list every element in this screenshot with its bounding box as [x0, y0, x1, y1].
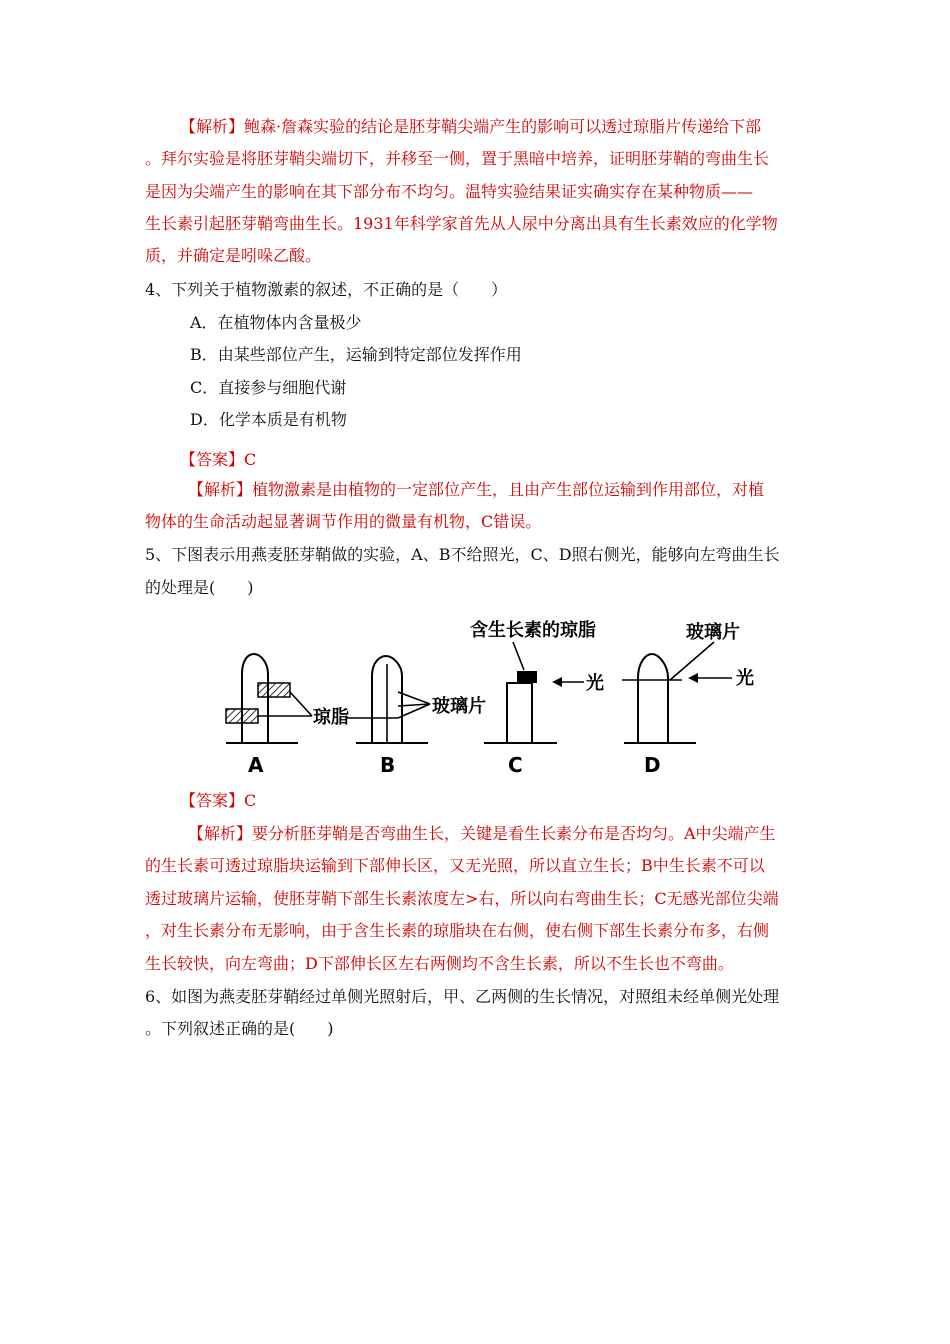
- label-light-d: 光: [736, 668, 754, 689]
- agar-block-with-auxin: [517, 671, 537, 683]
- coleoptile-c: [484, 642, 584, 743]
- q4-option-c: C．直接参与细胞代谢: [190, 378, 347, 397]
- q5-answer: 【答案】C: [180, 791, 257, 810]
- letter-a: A: [248, 753, 264, 777]
- q4-option-b: B．由某些部位产生，运输到特定部位发挥作用: [190, 345, 522, 364]
- coleoptile-experiment-diagram: [212, 612, 772, 787]
- q3-analysis-line-1: 【解析】鲍森·詹森实验的结论是胚芽鞘尖端产生的影响可以透过琼脂片传递给下部: [180, 117, 762, 136]
- coleoptile-a: [226, 654, 312, 743]
- q3-analysis-line-4: 生长素引起胚芽鞘弯曲生长。1931年科学家首先从人尿中分离出具有生长素效应的化学物: [145, 214, 778, 233]
- q5-analysis-line-4: ，对生长素分布无影响，由于含生长素的琼脂块在右侧，使右侧下部生长素分布多，右侧: [145, 921, 770, 940]
- q6-stem-line-1: 6、如图为燕麦胚芽鞘经过单侧光照射后，甲、乙两侧的生长情况，对照组未经单侧光处理: [145, 987, 780, 1006]
- q5-analysis-line-5: 生长较快，向左弯曲；D下部伸长区左右两侧均不含生长素，所以不生长也不弯曲。: [145, 954, 734, 973]
- letter-d: D: [644, 753, 661, 777]
- coleoptile-d: [622, 642, 732, 743]
- q3-analysis-line-2: 。拜尔实验是将胚芽鞘尖端切下，并移至一侧，置于黑暗中培养，证明胚芽鞘的弯曲生长: [145, 149, 770, 168]
- q6-stem-line-2: 。下列叙述正确的是( ): [145, 1019, 334, 1038]
- q4-answer: 【答案】C: [180, 450, 257, 469]
- coleoptile-b: [346, 656, 430, 743]
- letter-b: B: [380, 753, 396, 777]
- label-glass-b: 玻璃片: [432, 696, 486, 717]
- q5-analysis-line-3: 透过玻璃片运输，使胚芽鞘下部生长素浓度左>右，所以向右弯曲生长；C无感光部位尖端: [145, 889, 779, 908]
- q4-analysis-line-1: 【解析】植物激素是由植物的一定部位产生，且由产生部位运输到作用部位，对植: [188, 480, 765, 499]
- letter-c: C: [508, 753, 523, 777]
- q5-stem-line-2: 的处理是( ): [145, 578, 254, 597]
- label-agar-with-auxin: 含生长素的琼脂: [470, 620, 596, 641]
- q5-analysis-line-2: 的生长素可透过琼脂块运输到下部伸长区，又无光照，所以直立生长；B中生长素不可以: [145, 856, 765, 875]
- q5-stem-line-1: 5、下图表示用燕麦胚芽鞘做的实验，A、B不给照光，C、D照右侧光，能够向左弯曲生长: [145, 545, 780, 564]
- q5-analysis-line-1: 【解析】要分析胚芽鞘是否弯曲生长，关键是看生长素分布是否均匀。A中尖端产生: [188, 824, 776, 843]
- q3-analysis-line-5: 质，并确定是吲哚乙酸。: [145, 246, 322, 265]
- q4-option-d: D．化学本质是有机物: [190, 410, 347, 429]
- label-glass-top: 玻璃片: [686, 622, 740, 643]
- q4-stem: 4、下列关于植物激素的叙述，不正确的是（ ）: [145, 280, 508, 299]
- q4-analysis-line-2: 物体的生命活动起显著调节作用的微量有机物，C错误。: [145, 512, 542, 531]
- agar-block-lower: [226, 709, 258, 723]
- label-agar: 琼脂: [313, 707, 349, 728]
- label-light-c: 光: [586, 673, 604, 694]
- q4-option-a: A．在植物体内含量极少: [190, 313, 362, 332]
- agar-block-upper: [258, 683, 290, 697]
- q3-analysis-line-3: 是因为尖端产生的影响在其下部分布不均匀。温特实验结果证实确实存在某种物质——: [145, 182, 754, 201]
